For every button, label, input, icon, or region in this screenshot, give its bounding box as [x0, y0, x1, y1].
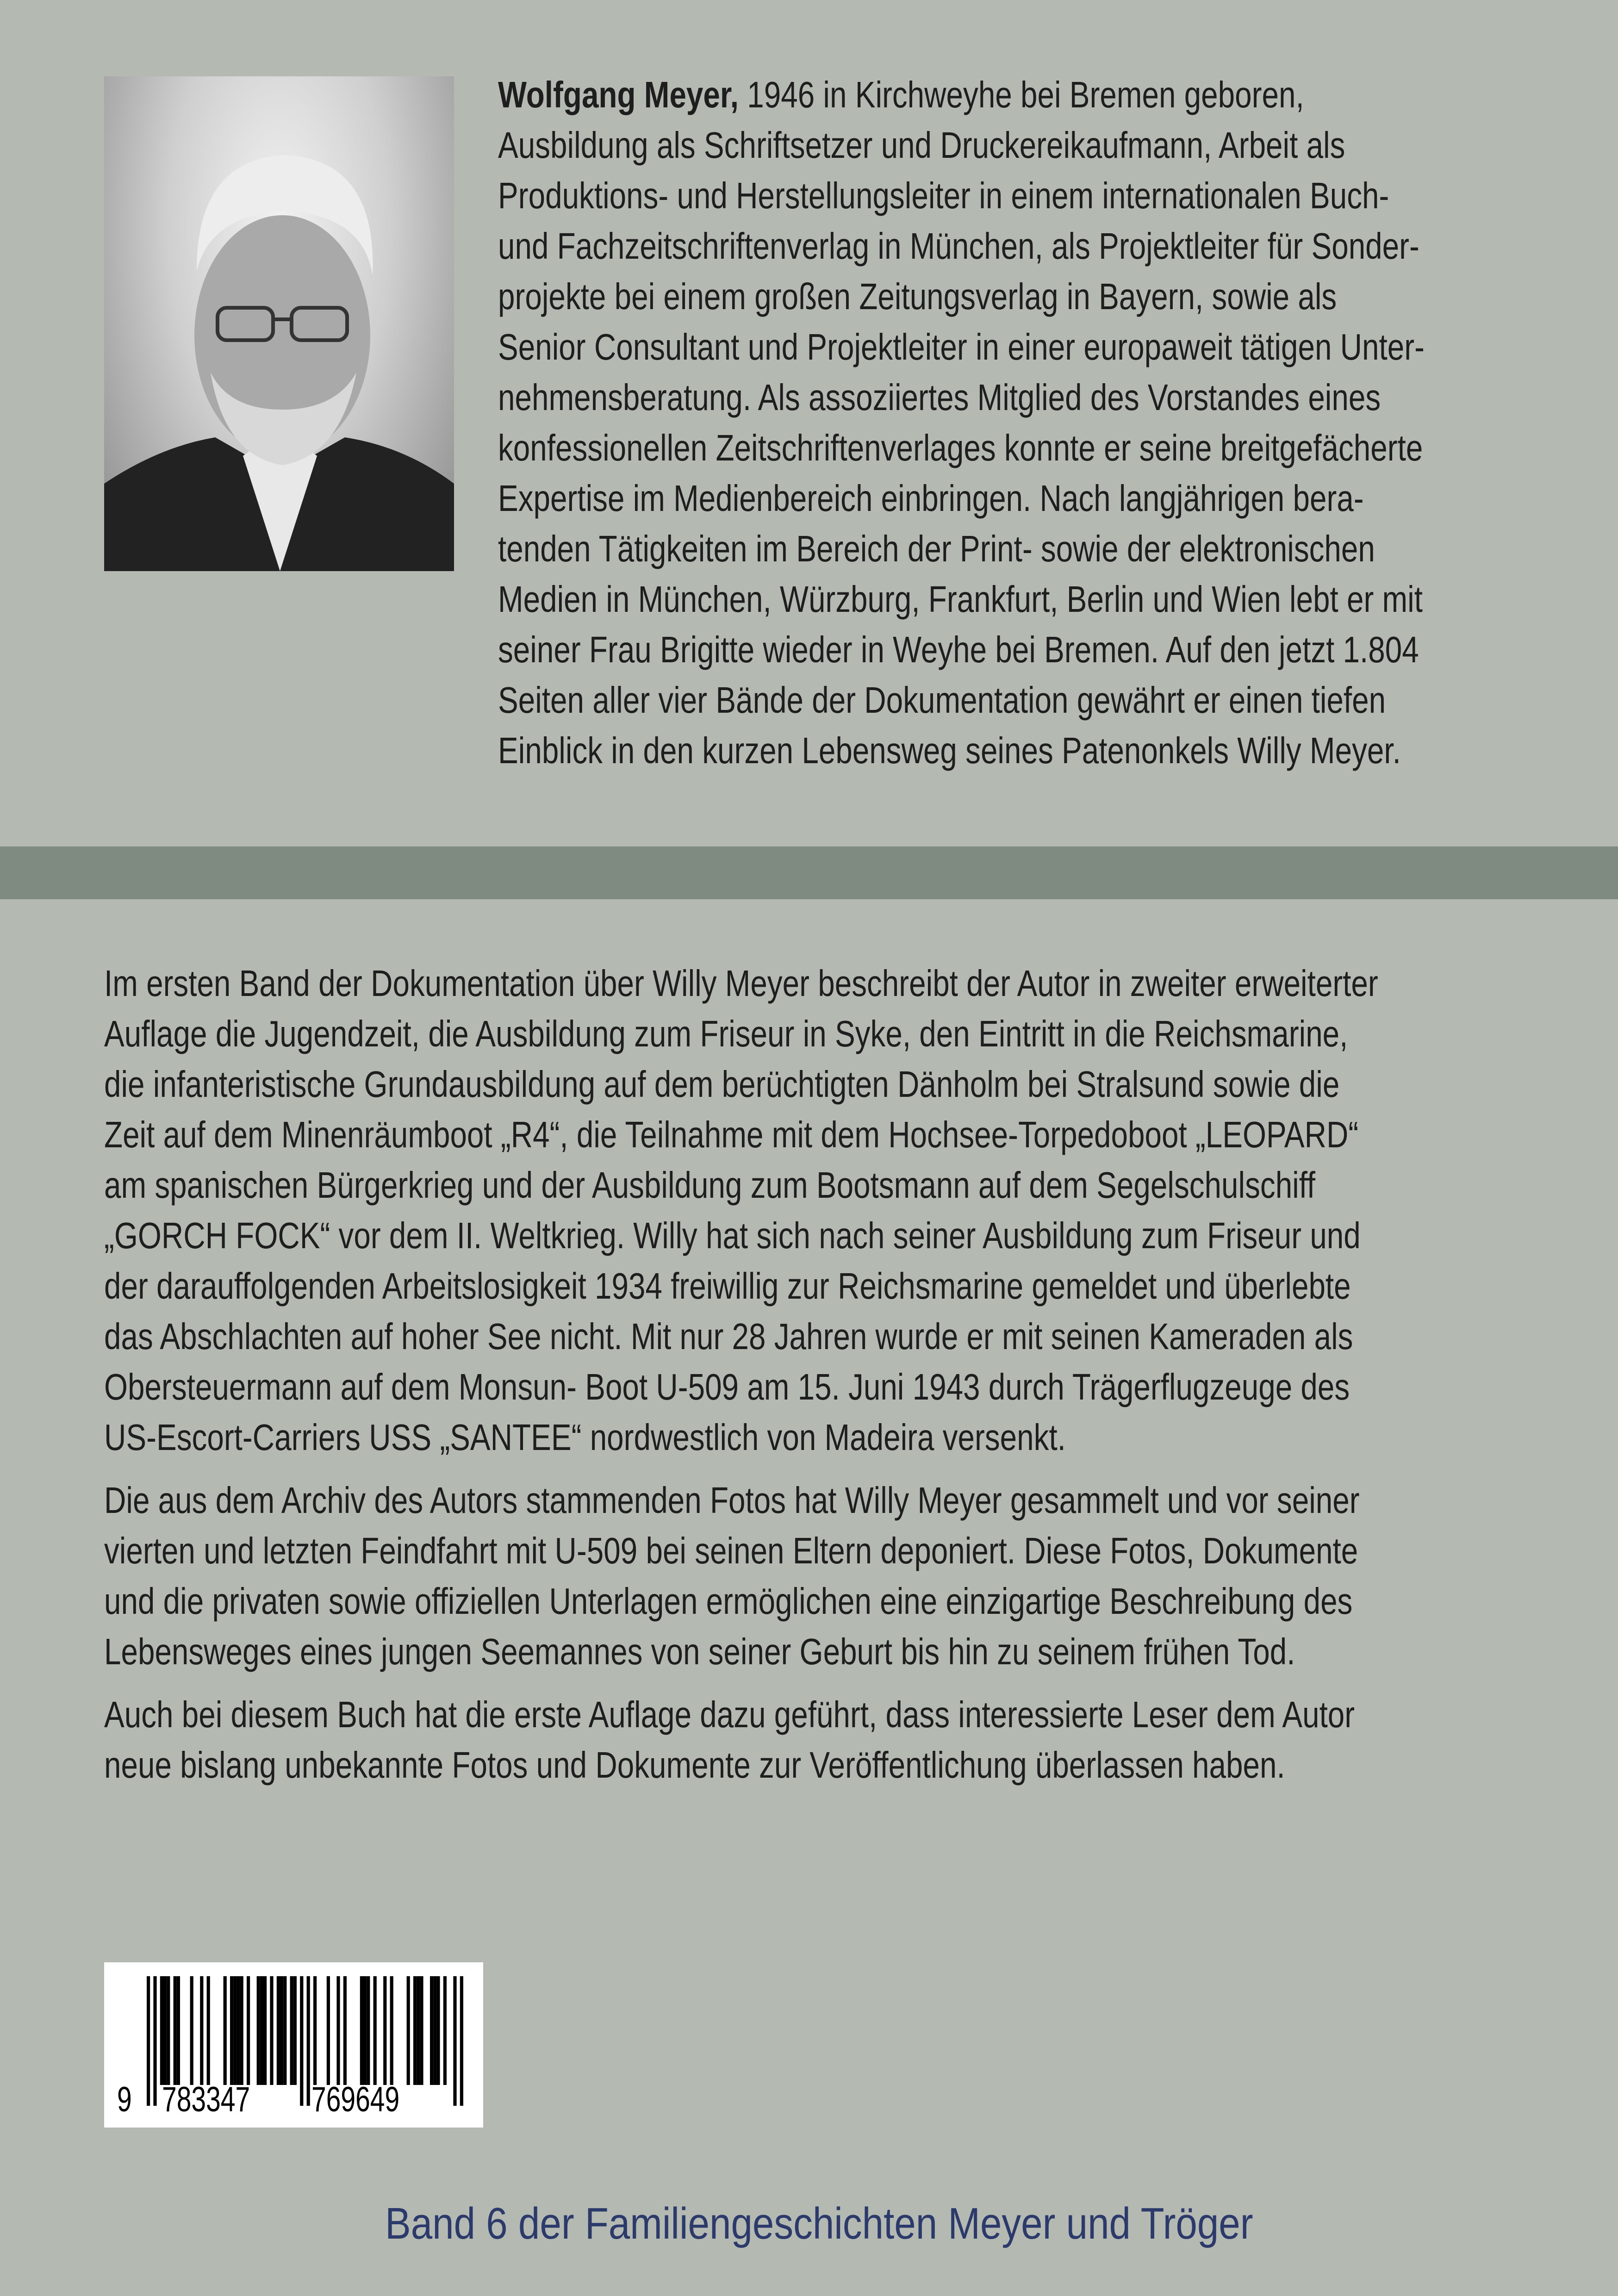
description-line: Obersteuermann auf dem Monsun- Boot U-509 am 15. Juni 1943 durch Trägerflugzeuge des [104, 1366, 1350, 1407]
barcode-bar [277, 1976, 280, 2085]
author-name: Wolfgang Meyer, [498, 74, 739, 115]
barcode-bar [153, 1976, 156, 2106]
barcode-bar [453, 1976, 456, 2106]
barcode-bar [367, 1976, 370, 2085]
bio-line: Ausbildung als Schriftsetzer und Druckereikaufmann, Arbeit als [498, 124, 1345, 166]
barcode-bar [417, 1976, 420, 2085]
barcode-bar [433, 1976, 436, 2085]
barcode-bar [327, 1976, 330, 2085]
portrait-image [104, 76, 454, 571]
bio-line: und Fachzeitschriftenverlag in München, als Projektleiter für Sonder- [498, 225, 1419, 267]
barcode-bar [247, 1976, 250, 2085]
description-line: Im ersten Band der Dokumentation über Willy Meyer beschreibt der Autor in zweiter erweiterter [104, 963, 1378, 1004]
barcode-bar [163, 1976, 167, 2085]
description-line: der darauffolgenden Arbeitslosigkeit 1934 freiwillig zur Reichsmarine gemeldet und überlebte [104, 1265, 1351, 1307]
barcode-bar [363, 1976, 367, 2085]
bio-line: nehmensberatung. Als assoziiertes Mitglied des Vorstandes eines [498, 377, 1381, 418]
bio-line: Einblick in den kurzen Lebensweg seines Patenonkels Willy Meyer. [498, 730, 1401, 771]
barcode-bar [280, 1976, 283, 2085]
barcode-bar [147, 1976, 150, 2106]
barcode-bar [460, 1976, 463, 2106]
barcode-bar [293, 1976, 297, 2085]
barcode-digit-first: 9 [117, 2080, 132, 2119]
barcode-bar [413, 1976, 417, 2085]
bio-line: projekte bei einem großen Zeitungsverlag in Bayern, sowie als [498, 276, 1337, 317]
barcode-bar [283, 1976, 286, 2085]
barcode-bar [174, 1976, 177, 2085]
bio-line: seiner Frau Brigitte wieder in Weyhe bei Bremen. Auf den jetzt 1.804 [498, 629, 1419, 670]
bio-line: Produktions- und Herstellungsleiter in einem internationalen Buch- [498, 175, 1389, 216]
description-line: „GORCH FOCK“ vor dem II. Weltkrieg. Willy hat sich nach seiner Ausbildung zum Friseur und [104, 1215, 1361, 1256]
barcode-bar [383, 1976, 386, 2085]
barcode-bar [430, 1976, 433, 2085]
barcode-bar [313, 1976, 317, 2085]
bio-line: Expertise im Medienbereich einbringen. Nach langjährigen bera- [498, 478, 1364, 519]
barcode-bar [236, 1976, 240, 2085]
barcode-bar [240, 1976, 243, 2085]
description-line: neue bislang unbekannte Fotos und Dokumente zur Veröffentlichung überlassen haben. [104, 1744, 1285, 1786]
barcode-bar [257, 1976, 260, 2085]
barcode-bar [290, 1976, 293, 2085]
barcode-bar [336, 1976, 340, 2085]
barcode-bar [207, 1976, 210, 2085]
bio-text: 1946 in Kirchweyhe bei Bremen geboren, [739, 74, 1304, 115]
bio-line: konfessionellen Zeitschriftenverlages konnte er seine breitgefächerte [498, 427, 1423, 468]
description-line: Auflage die Jugendzeit, die Ausbildung zum Friseur in Syke, den Eintritt in die Reichsmarine, [104, 1013, 1348, 1054]
barcode-bar [263, 1976, 267, 2085]
barcode-bar [443, 1976, 447, 2085]
description-line: vierten und letzten Feindfahrt mit U-509 bei seinen Eltern deponiert. Diese Fotos, Dokumente [104, 1530, 1358, 1571]
description-line: am spanischen Bürgerkrieg und der Ausbildung zum Bootsmann auf dem Segelschulschiff [104, 1164, 1316, 1206]
barcode-bar [360, 1976, 363, 2085]
description-line: US-Escort-Carriers USS „SANTEE“ nordwestlich von Madeira versenkt. [104, 1417, 1066, 1458]
barcode-bar [420, 1976, 423, 2085]
barcode-bar [307, 1976, 310, 2106]
barcode-bar [200, 1976, 203, 2085]
barcode-bar [436, 1976, 440, 2085]
barcode-digits-right: 769649 [311, 2080, 400, 2119]
author-photo [104, 76, 454, 571]
bio-line: Seiten aller vier Bände der Dokumentation gewährt er einen tiefen [498, 679, 1386, 721]
description-line: Zeit auf dem Minenräumboot „R4“, die Teilnahme mit dem Hochsee-Torpedoboot „LEOPARD“ [104, 1114, 1359, 1155]
barcode-bar [224, 1976, 227, 2085]
bio-line: tenden Tätigkeiten im Bereich der Print- sowie der elektronischen [498, 528, 1375, 569]
bio-line: Medien in München, Würzburg, Frankfurt, Berlin und Wien lebt er mit [498, 579, 1423, 620]
barcode-bar [270, 1976, 273, 2085]
description-line: Die aus dem Archiv des Autors stammenden Fotos hat Willy Meyer gesammelt und vor seiner [104, 1480, 1360, 1521]
description-line: die infanteristische Grundausbildung auf dem berüchtigten Dänholm bei Stralsund sowie die [104, 1064, 1340, 1105]
barcode-bar [407, 1976, 410, 2085]
barcode-bars [104, 1962, 483, 2128]
description-line: Auch bei diesem Buch hat die erste Auflage dazu geführt, dass interessierte Leser dem Autor [104, 1694, 1355, 1735]
bio-line [498, 69, 1304, 120]
barcode-bar [300, 1976, 303, 2106]
series-title: Band 6 der Familiengeschichten Meyer und Tröger [385, 2199, 1253, 2248]
barcode-bar [343, 1976, 347, 2085]
bio-line: Senior Consultant und Projektleiter in einer europaweit tätigen Unter- [498, 326, 1425, 367]
barcode-bar [160, 1976, 163, 2085]
barcode-digits-left: 783347 [162, 2080, 250, 2119]
barcode-bar [260, 1976, 263, 2085]
barcode-bar [177, 1976, 180, 2085]
description-line: und die privaten sowie offiziellen Unterlagen ermöglichen eine einzigartige Beschreibung des [104, 1580, 1353, 1622]
isbn-barcode [104, 1962, 483, 2128]
barcode-bar [167, 1976, 170, 2085]
divider-band [0, 846, 1618, 899]
barcode-bar [390, 1976, 393, 2085]
barcode-bar [230, 1976, 233, 2085]
barcode-bar [233, 1976, 236, 2085]
barcode-bar [190, 1976, 193, 2085]
barcode-bar [373, 1976, 377, 2085]
description-line: das Abschlachten auf hoher See nicht. Mit nur 28 Jahren wurde er mit seinen Kameraden als [104, 1316, 1353, 1357]
description-line: Lebensweges eines jungen Seemannes von seiner Geburt bis hin zu seinem frühen Tod. [104, 1631, 1295, 1672]
